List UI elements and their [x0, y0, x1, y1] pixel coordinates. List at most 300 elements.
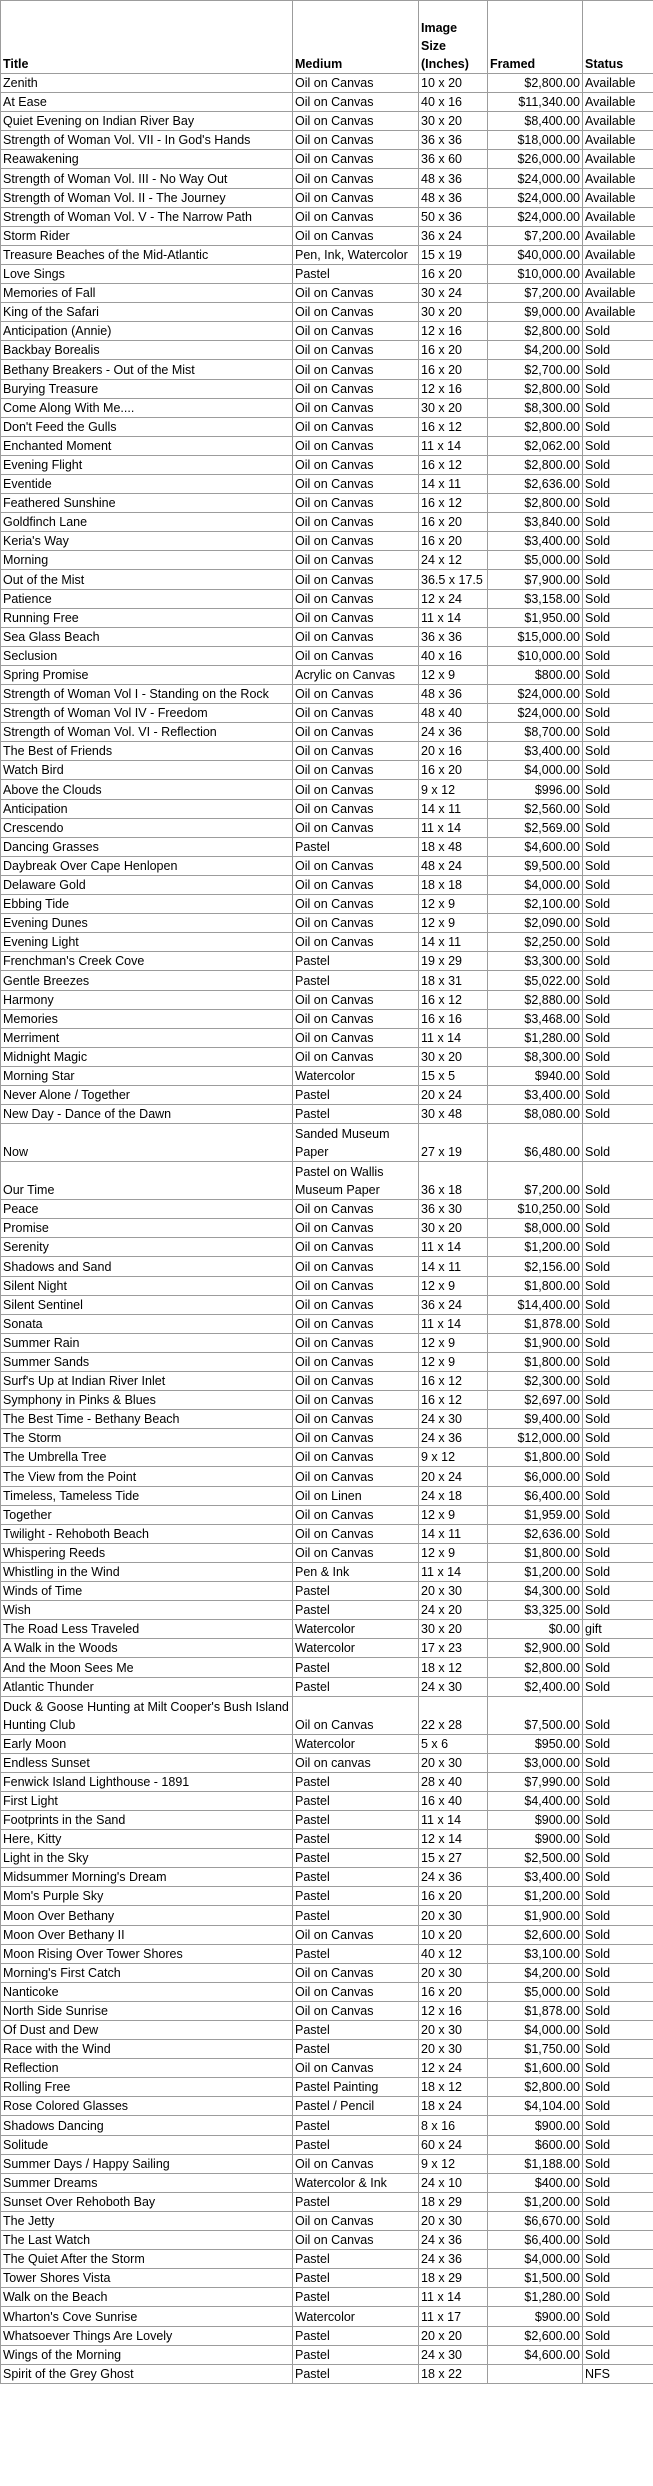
table-row [1, 990, 653, 1009]
cell-framed: $2,880.00 [488, 990, 583, 1009]
cell-title: Shadows Dancing [1, 2116, 293, 2135]
table-row [1, 474, 653, 493]
cell-medium: Oil on Canvas [293, 2059, 419, 2078]
cell-title: Merriment [1, 1028, 293, 1047]
cell-title: Treasure Beaches of the Mid-Atlantic [1, 245, 293, 264]
cell-title: Silent Night [1, 1276, 293, 1295]
cell-title: Walk on the Beach [1, 2288, 293, 2307]
cell-image-size: 8 x 16 [419, 2116, 488, 2135]
cell-medium: Oil on Canvas [293, 188, 419, 207]
cell-framed: $7,900.00 [488, 570, 583, 589]
cell-title: Morning Star [1, 1066, 293, 1085]
cell-title: Light in the Sky [1, 1849, 293, 1868]
cell-image-size: 18 x 48 [419, 837, 488, 856]
cell-framed: $6,400.00 [488, 1486, 583, 1505]
cell-framed: $24,000.00 [488, 685, 583, 704]
cell-image-size: 16 x 16 [419, 1009, 488, 1028]
cell-medium: Oil on Canvas [293, 150, 419, 169]
cell-image-size: 12 x 9 [419, 1276, 488, 1295]
cell-status: Sold [583, 2211, 653, 2230]
cell-title: Rolling Free [1, 2078, 293, 2097]
cell-medium: Oil on Canvas [293, 1391, 419, 1410]
cell-framed: $900.00 [488, 2307, 583, 2326]
cell-medium: Pastel [293, 2135, 419, 2154]
header-medium: Medium [293, 1, 419, 74]
cell-status: gift [583, 1620, 653, 1639]
table-row [1, 1772, 653, 1791]
table-row [1, 2173, 653, 2192]
table-row [1, 1448, 653, 1467]
cell-status: Sold [583, 1810, 653, 1829]
cell-framed: $4,000.00 [488, 2021, 583, 2040]
cell-medium: Oil on Canvas [293, 2231, 419, 2250]
table-row [1, 1791, 653, 1810]
cell-status: Available [583, 226, 653, 245]
table-row [1, 1658, 653, 1677]
cell-title: Running Free [1, 608, 293, 627]
cell-medium: Oil on Canvas [293, 818, 419, 837]
cell-framed: $11,340.00 [488, 93, 583, 112]
cell-medium: Oil on Canvas [293, 856, 419, 875]
cell-image-size: 14 x 11 [419, 1524, 488, 1543]
cell-status: NFS [583, 2364, 653, 2383]
table-row [1, 1410, 653, 1429]
table-row [1, 398, 653, 417]
cell-medium: Oil on Canvas [293, 1372, 419, 1391]
cell-status: Sold [583, 1734, 653, 1753]
cell-status: Sold [583, 1982, 653, 2001]
cell-status: Sold [583, 1887, 653, 1906]
cell-title: Summer Dreams [1, 2173, 293, 2192]
cell-image-size: 24 x 30 [419, 1677, 488, 1696]
cell-medium: Oil on Canvas [293, 1219, 419, 1238]
cell-medium: Pen, Ink, Watercolor [293, 245, 419, 264]
cell-medium: Oil on Canvas [293, 589, 419, 608]
table-row [1, 2231, 653, 2250]
cell-status: Sold [583, 1486, 653, 1505]
table-row [1, 742, 653, 761]
cell-status: Sold [583, 837, 653, 856]
table-row [1, 627, 653, 646]
cell-medium: Oil on Canvas [293, 112, 419, 131]
cell-title: Nanticoke [1, 1982, 293, 2001]
cell-framed: $3,158.00 [488, 589, 583, 608]
cell-image-size: 5 x 6 [419, 1734, 488, 1753]
cell-image-size: 16 x 12 [419, 1372, 488, 1391]
table-row [1, 914, 653, 933]
cell-title: The Last Watch [1, 2231, 293, 2250]
cell-medium: Oil on Canvas [293, 494, 419, 513]
cell-framed: $940.00 [488, 1066, 583, 1085]
cell-title: Evening Dunes [1, 914, 293, 933]
cell-framed: $400.00 [488, 2173, 583, 2192]
cell-medium: Oil on Canvas [293, 1238, 419, 1257]
cell-status: Sold [583, 1391, 653, 1410]
table-row [1, 2001, 653, 2020]
cell-medium: Pen & Ink [293, 1562, 419, 1581]
cell-framed: $1,800.00 [488, 1543, 583, 1562]
cell-title: First Light [1, 1791, 293, 1810]
cell-medium: Oil on Canvas [293, 284, 419, 303]
cell-status: Sold [583, 2040, 653, 2059]
cell-title: Storm Rider [1, 226, 293, 245]
cell-title: Morning's First Catch [1, 1963, 293, 1982]
cell-status: Sold [583, 1372, 653, 1391]
cell-status: Sold [583, 952, 653, 971]
cell-status: Available [583, 93, 653, 112]
cell-image-size: 16 x 20 [419, 532, 488, 551]
table-row [1, 2078, 653, 2097]
cell-image-size: 9 x 12 [419, 1448, 488, 1467]
table-row [1, 1009, 653, 1028]
cell-title: Backbay Borealis [1, 341, 293, 360]
cell-framed: $7,990.00 [488, 1772, 583, 1791]
cell-status: Sold [583, 1601, 653, 1620]
cell-framed: $7,200.00 [488, 226, 583, 245]
cell-title: Summer Days / Happy Sailing [1, 2154, 293, 2173]
cell-image-size: 16 x 20 [419, 1887, 488, 1906]
cell-framed: $9,000.00 [488, 303, 583, 322]
cell-image-size: 11 x 14 [419, 1314, 488, 1333]
cell-image-size: 11 x 17 [419, 2307, 488, 2326]
cell-framed: $1,280.00 [488, 1028, 583, 1047]
cell-image-size: 17 x 23 [419, 1639, 488, 1658]
cell-medium: Oil on Canvas [293, 1352, 419, 1371]
cell-title: Ebbing Tide [1, 895, 293, 914]
cell-framed: $2,156.00 [488, 1257, 583, 1276]
cell-framed: $950.00 [488, 1734, 583, 1753]
cell-title: A Walk in the Woods [1, 1639, 293, 1658]
cell-medium: Pastel [293, 2021, 419, 2040]
cell-image-size: 20 x 24 [419, 1467, 488, 1486]
cell-framed: $1,500.00 [488, 2269, 583, 2288]
cell-medium: Oil on Canvas [293, 1410, 419, 1429]
cell-framed: $4,600.00 [488, 2345, 583, 2364]
table-row [1, 494, 653, 513]
cell-medium: Oil on Canvas [293, 761, 419, 780]
cell-status: Sold [583, 990, 653, 1009]
cell-image-size: 36.5 x 17.5 [419, 570, 488, 589]
cell-status: Sold [583, 474, 653, 493]
cell-medium: Pastel [293, 1582, 419, 1601]
cell-status: Sold [583, 1009, 653, 1028]
cell-framed: $24,000.00 [488, 188, 583, 207]
cell-framed: $10,250.00 [488, 1200, 583, 1219]
table-row [1, 2097, 653, 2116]
cell-image-size: 15 x 5 [419, 1066, 488, 1085]
table-row [1, 723, 653, 742]
cell-medium: Pastel [293, 1906, 419, 1925]
cell-medium: Pastel [293, 1810, 419, 1829]
cell-image-size: 12 x 9 [419, 1352, 488, 1371]
table-row [1, 1753, 653, 1772]
cell-status: Sold [583, 761, 653, 780]
cell-title: Serenity [1, 1238, 293, 1257]
table-row [1, 284, 653, 303]
cell-image-size: 11 x 14 [419, 1028, 488, 1047]
cell-image-size: 20 x 30 [419, 1963, 488, 1982]
cell-framed: $8,400.00 [488, 112, 583, 131]
table-row [1, 1162, 653, 1200]
cell-status: Available [583, 112, 653, 131]
cell-status: Sold [583, 1868, 653, 1887]
cell-title: Memories [1, 1009, 293, 1028]
cell-image-size: 16 x 20 [419, 341, 488, 360]
cell-title: Frenchman's Creek Cove [1, 952, 293, 971]
cell-medium: Oil on Canvas [293, 417, 419, 436]
cell-status: Sold [583, 799, 653, 818]
table-row [1, 1868, 653, 1887]
cell-image-size: 22 x 28 [419, 1696, 488, 1734]
cell-medium: Pastel [293, 1677, 419, 1696]
cell-image-size: 14 x 11 [419, 799, 488, 818]
cell-status: Sold [583, 1543, 653, 1562]
cell-framed: $9,500.00 [488, 856, 583, 875]
table-row [1, 360, 653, 379]
cell-status: Available [583, 284, 653, 303]
table-row [1, 1925, 653, 1944]
table-row [1, 379, 653, 398]
header-status: Status [583, 1, 653, 74]
cell-framed: $24,000.00 [488, 207, 583, 226]
cell-title: Atlantic Thunder [1, 1677, 293, 1696]
cell-status: Sold [583, 1658, 653, 1677]
cell-framed: $2,700.00 [488, 360, 583, 379]
cell-title: Seclusion [1, 646, 293, 665]
cell-framed: $2,800.00 [488, 1658, 583, 1677]
cell-framed: $7,200.00 [488, 1162, 583, 1200]
cell-image-size: 40 x 16 [419, 646, 488, 665]
cell-title: King of the Safari [1, 303, 293, 322]
cell-framed: $900.00 [488, 1830, 583, 1849]
table-row [1, 704, 653, 723]
header-row [1, 1, 653, 74]
cell-title: Together [1, 1505, 293, 1524]
cell-framed: $1,200.00 [488, 1887, 583, 1906]
cell-title: Keria's Way [1, 532, 293, 551]
cell-framed: $8,300.00 [488, 1047, 583, 1066]
cell-title: Morning [1, 551, 293, 570]
cell-status: Sold [583, 914, 653, 933]
cell-image-size: 11 x 14 [419, 436, 488, 455]
table-row [1, 1486, 653, 1505]
cell-title: Reawakening [1, 150, 293, 169]
cell-medium: Oil on Canvas [293, 551, 419, 570]
cell-medium: Oil on Canvas [293, 360, 419, 379]
cell-framed: $7,200.00 [488, 284, 583, 303]
cell-medium: Oil on Canvas [293, 627, 419, 646]
cell-medium: Oil on Canvas [293, 799, 419, 818]
cell-framed: $8,700.00 [488, 723, 583, 742]
cell-medium: Pastel Painting [293, 2078, 419, 2097]
cell-medium: Watercolor [293, 1620, 419, 1639]
table-row [1, 1391, 653, 1410]
cell-title: Sea Glass Beach [1, 627, 293, 646]
cell-status: Sold [583, 2326, 653, 2345]
cell-status: Sold [583, 646, 653, 665]
table-row [1, 1429, 653, 1448]
cell-image-size: 12 x 9 [419, 665, 488, 684]
cell-medium: Pastel [293, 2116, 419, 2135]
cell-medium: Oil on Canvas [293, 455, 419, 474]
table-row [1, 303, 653, 322]
cell-image-size: 12 x 24 [419, 589, 488, 608]
cell-medium: Oil on Canvas [293, 914, 419, 933]
cell-image-size: 18 x 31 [419, 971, 488, 990]
cell-medium: Pastel [293, 2326, 419, 2345]
table-row [1, 1505, 653, 1524]
cell-image-size: 9 x 12 [419, 780, 488, 799]
table-row [1, 436, 653, 455]
cell-medium: Pastel [293, 264, 419, 283]
cell-medium: Oil on Canvas [293, 875, 419, 894]
cell-status: Available [583, 207, 653, 226]
cell-status: Sold [583, 1582, 653, 1601]
cell-framed: $1,959.00 [488, 1505, 583, 1524]
cell-image-size: 15 x 19 [419, 245, 488, 264]
table-row [1, 2154, 653, 2173]
table-row [1, 1830, 653, 1849]
cell-medium: Oil on Canvas [293, 303, 419, 322]
cell-framed: $10,000.00 [488, 646, 583, 665]
cell-status: Sold [583, 1124, 653, 1162]
cell-framed [488, 2364, 583, 2383]
cell-framed: $2,800.00 [488, 74, 583, 93]
cell-medium: Pastel [293, 2192, 419, 2211]
cell-framed: $1,200.00 [488, 1238, 583, 1257]
table-row [1, 1276, 653, 1295]
cell-framed: $6,000.00 [488, 1467, 583, 1486]
cell-medium: Pastel [293, 952, 419, 971]
table-row [1, 1639, 653, 1658]
cell-medium: Pastel [293, 1944, 419, 1963]
cell-image-size: 14 x 11 [419, 474, 488, 493]
cell-medium: Pastel [293, 2288, 419, 2307]
cell-framed: $5,000.00 [488, 1982, 583, 2001]
cell-medium: Oil on Canvas [293, 1543, 419, 1562]
cell-framed: $1,800.00 [488, 1352, 583, 1371]
table-row [1, 1085, 653, 1104]
table-body [1, 74, 653, 2384]
cell-image-size: 36 x 18 [419, 1162, 488, 1200]
cell-title: Summer Sands [1, 1352, 293, 1371]
table-row [1, 665, 653, 684]
cell-title: Moon Over Bethany [1, 1906, 293, 1925]
table-row [1, 551, 653, 570]
table-row [1, 1066, 653, 1085]
cell-medium: Oil on Canvas [293, 513, 419, 532]
cell-medium: Oil on Canvas [293, 704, 419, 723]
cell-framed: $6,670.00 [488, 2211, 583, 2230]
cell-framed: $1,750.00 [488, 2040, 583, 2059]
cell-status: Sold [583, 2116, 653, 2135]
cell-medium: Pastel [293, 1085, 419, 1104]
cell-status: Sold [583, 1849, 653, 1868]
cell-framed: $2,400.00 [488, 1677, 583, 1696]
cell-framed: $1,950.00 [488, 608, 583, 627]
table-row [1, 131, 653, 150]
cell-framed: $1,200.00 [488, 1562, 583, 1581]
cell-image-size: 12 x 16 [419, 379, 488, 398]
cell-medium: Oil on Canvas [293, 780, 419, 799]
cell-status: Sold [583, 608, 653, 627]
cell-framed: $4,000.00 [488, 875, 583, 894]
cell-title: New Day - Dance of the Dawn [1, 1105, 293, 1124]
cell-medium: Oil on Canvas [293, 646, 419, 665]
cell-status: Sold [583, 704, 653, 723]
cell-title: Delaware Gold [1, 875, 293, 894]
cell-status: Sold [583, 723, 653, 742]
cell-image-size: 11 x 14 [419, 1810, 488, 1829]
table-row [1, 1963, 653, 1982]
cell-title: Of Dust and Dew [1, 2021, 293, 2040]
cell-medium: Oil on Canvas [293, 742, 419, 761]
cell-medium: Pastel [293, 2040, 419, 2059]
cell-title: Rose Colored Glasses [1, 2097, 293, 2116]
cell-image-size: 30 x 48 [419, 1105, 488, 1124]
cell-medium: Oil on Canvas [293, 895, 419, 914]
header-image-size: Image Size (Inches) [419, 1, 488, 74]
cell-title: Goldfinch Lane [1, 513, 293, 532]
table-row [1, 1582, 653, 1601]
cell-image-size: 14 x 11 [419, 933, 488, 952]
cell-title: North Side Sunrise [1, 2001, 293, 2020]
cell-framed: $2,569.00 [488, 818, 583, 837]
cell-status: Sold [583, 1830, 653, 1849]
cell-framed: $5,000.00 [488, 551, 583, 570]
cell-status: Sold [583, 1066, 653, 1085]
cell-title: Come Along With Me.... [1, 398, 293, 417]
cell-image-size: 16 x 12 [419, 1391, 488, 1410]
cell-status: Sold [583, 685, 653, 704]
cell-image-size: 30 x 24 [419, 284, 488, 303]
cell-image-size: 20 x 30 [419, 1906, 488, 1925]
cell-title: Love Sings [1, 264, 293, 283]
table-row [1, 1906, 653, 1925]
cell-title: The Storm [1, 1429, 293, 1448]
cell-image-size: 18 x 22 [419, 2364, 488, 2383]
cell-medium: Pastel [293, 1849, 419, 1868]
table-row [1, 2345, 653, 2364]
cell-medium: Pastel [293, 1791, 419, 1810]
cell-title: Strength of Woman Vol I - Standing on the Rock [1, 685, 293, 704]
cell-title: The Best of Friends [1, 742, 293, 761]
cell-status: Sold [583, 2097, 653, 2116]
cell-image-size: 20 x 20 [419, 2326, 488, 2345]
cell-framed: $2,100.00 [488, 895, 583, 914]
cell-medium: Oil on Canvas [293, 1028, 419, 1047]
table-row [1, 2135, 653, 2154]
table-row [1, 207, 653, 226]
cell-medium: Pastel [293, 2269, 419, 2288]
cell-medium: Watercolor [293, 1639, 419, 1658]
cell-image-size: 24 x 12 [419, 551, 488, 570]
cell-framed: $4,400.00 [488, 1791, 583, 1810]
cell-framed: $2,062.00 [488, 436, 583, 455]
cell-status: Sold [583, 971, 653, 990]
cell-title: Endless Sunset [1, 1753, 293, 1772]
cell-title: Wharton's Cove Sunrise [1, 2307, 293, 2326]
cell-image-size: 20 x 30 [419, 1582, 488, 1601]
table-row [1, 417, 653, 436]
cell-image-size: 24 x 36 [419, 723, 488, 742]
cell-status: Sold [583, 1772, 653, 1791]
cell-medium: Pastel [293, 837, 419, 856]
cell-status: Sold [583, 665, 653, 684]
cell-title: Promise [1, 1219, 293, 1238]
cell-image-size: 16 x 20 [419, 360, 488, 379]
cell-medium: Pastel / Pencil [293, 2097, 419, 2116]
